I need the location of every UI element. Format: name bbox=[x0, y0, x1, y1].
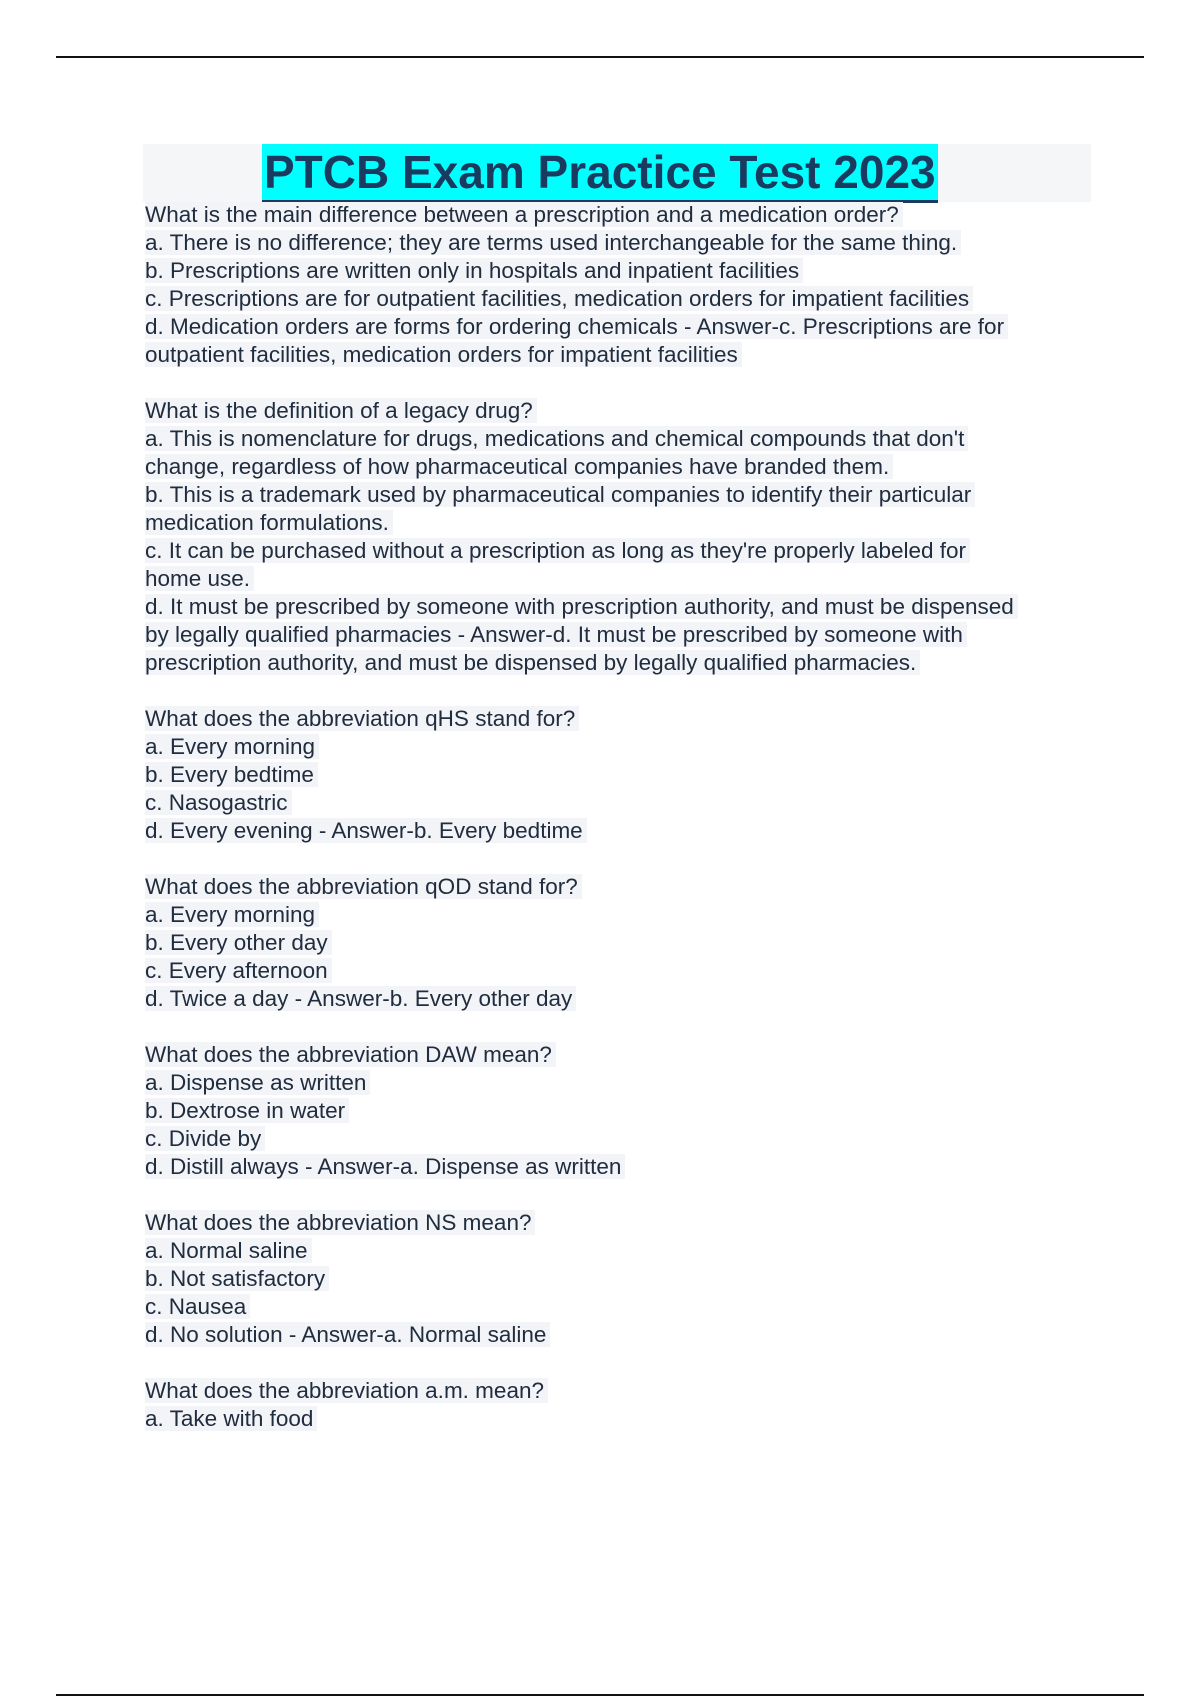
answer-option-text: d. No solution - Answer-a. Normal saline bbox=[145, 1322, 550, 1347]
answer-option-line bbox=[145, 1153, 1085, 1181]
answer-option-line bbox=[145, 257, 1085, 285]
answer-option-line bbox=[145, 957, 1085, 985]
answer-option-text: a. There is no difference; they are terms used interchangeable for the same thing. bbox=[145, 230, 961, 255]
question-text bbox=[145, 201, 1085, 229]
answer-option-line bbox=[145, 481, 1085, 509]
answer-option-text: c. Nasogastric bbox=[145, 790, 292, 815]
question-block bbox=[145, 873, 1085, 1013]
answer-option-line bbox=[145, 341, 1085, 369]
answer-option-line bbox=[145, 229, 1085, 257]
question-text bbox=[145, 1209, 1085, 1237]
answer-option-line bbox=[145, 1125, 1085, 1153]
answer-option-line bbox=[145, 509, 1085, 537]
answer-option-line bbox=[145, 733, 1085, 761]
answer-option-line bbox=[145, 1293, 1085, 1321]
question-text bbox=[145, 705, 1085, 733]
answer-option-text: medication formulations. bbox=[145, 510, 393, 535]
question-block bbox=[145, 397, 1085, 677]
answer-option-text: d. Medication orders are forms for ordering chemicals - Answer-c. Prescriptions are for bbox=[145, 314, 1008, 339]
answer-option-text: d. It must be prescribed by someone with prescription authority, and must be dispensed bbox=[145, 594, 1018, 619]
answer-option-line bbox=[145, 1237, 1085, 1265]
answer-option-line bbox=[145, 285, 1085, 313]
answer-option-text: b. Not satisfactory bbox=[145, 1266, 329, 1291]
answer-option-text: d. Twice a day - Answer-b. Every other day bbox=[145, 986, 576, 1011]
question-text bbox=[145, 1377, 1085, 1405]
answer-option-text: c. Every afternoon bbox=[145, 958, 332, 983]
answer-option-text: d. Every evening - Answer-b. Every bedtime bbox=[145, 818, 587, 843]
question-text-content: What is the main difference between a prescription and a medication order? bbox=[145, 202, 903, 227]
top-rule bbox=[56, 56, 1144, 58]
answer-option-line bbox=[145, 649, 1085, 677]
question-block bbox=[145, 705, 1085, 845]
page-title: PTCB Exam Practice Test 2023 bbox=[262, 144, 938, 203]
answer-option-text: c. It can be purchased without a prescription as long as they're properly labeled for bbox=[145, 538, 970, 563]
answer-option-text: change, regardless of how pharmaceutical companies have branded them. bbox=[145, 454, 893, 479]
question-text-content: What does the abbreviation a.m. mean? bbox=[145, 1378, 548, 1403]
answer-option-line bbox=[145, 537, 1085, 565]
answer-option-text: b. Dextrose in water bbox=[145, 1098, 349, 1123]
question-text-content: What is the definition of a legacy drug? bbox=[145, 398, 537, 423]
answer-option-text: b. Every other day bbox=[145, 930, 332, 955]
question-text bbox=[145, 397, 1085, 425]
question-block bbox=[145, 201, 1085, 369]
answer-option-text: a. Dispense as written bbox=[145, 1070, 370, 1095]
question-text-content: What does the abbreviation qOD stand for? bbox=[145, 874, 582, 899]
answer-option-line bbox=[145, 1097, 1085, 1125]
answer-option-line bbox=[145, 817, 1085, 845]
answer-option-line bbox=[145, 929, 1085, 957]
question-text bbox=[145, 1041, 1085, 1069]
bottom-rule bbox=[56, 1694, 1144, 1696]
answer-option-text: d. Distill always - Answer-a. Dispense as written bbox=[145, 1154, 625, 1179]
answer-option-text: a. Every morning bbox=[145, 902, 319, 927]
answer-option-line bbox=[145, 985, 1085, 1013]
answer-option-line bbox=[145, 1405, 1085, 1433]
question-list bbox=[145, 201, 1085, 1461]
answer-option-line bbox=[145, 1069, 1085, 1097]
answer-option-line bbox=[145, 565, 1085, 593]
answer-option-text: a. Every morning bbox=[145, 734, 319, 759]
answer-option-text: a. This is nomenclature for drugs, medications and chemical compounds that don't bbox=[145, 426, 968, 451]
question-block bbox=[145, 1041, 1085, 1181]
answer-option-line bbox=[145, 313, 1085, 341]
answer-option-text: b. Every bedtime bbox=[145, 762, 318, 787]
answer-option-text: c. Nausea bbox=[145, 1294, 250, 1319]
question-text-content: What does the abbreviation NS mean? bbox=[145, 1210, 535, 1235]
answer-option-line bbox=[145, 901, 1085, 929]
answer-option-text: c. Prescriptions are for outpatient facilities, medication orders for impatient facilities bbox=[145, 286, 973, 311]
answer-option-line bbox=[145, 761, 1085, 789]
answer-option-text: b. Prescriptions are written only in hospitals and inpatient facilities bbox=[145, 258, 803, 283]
answer-option-text: b. This is a trademark used by pharmaceutical companies to identify their particular bbox=[145, 482, 975, 507]
answer-option-text: c. Divide by bbox=[145, 1126, 265, 1151]
answer-option-text: home use. bbox=[145, 566, 254, 591]
answer-option-line bbox=[145, 593, 1085, 621]
question-text-content: What does the abbreviation DAW mean? bbox=[145, 1042, 556, 1067]
question-block bbox=[145, 1209, 1085, 1349]
answer-option-line bbox=[145, 789, 1085, 817]
answer-option-line bbox=[145, 1321, 1085, 1349]
answer-option-line bbox=[145, 621, 1085, 649]
question-text-content: What does the abbreviation qHS stand for? bbox=[145, 706, 579, 731]
question-text bbox=[145, 873, 1085, 901]
answer-option-text: prescription authority, and must be dispensed by legally qualified pharmacies. bbox=[145, 650, 920, 675]
answer-option-line bbox=[145, 453, 1085, 481]
answer-option-text: a. Take with food bbox=[145, 1406, 317, 1431]
answer-option-text: by legally qualified pharmacies - Answer-d. It must be prescribed by someone with bbox=[145, 622, 967, 647]
answer-option-line bbox=[145, 1265, 1085, 1293]
answer-option-text: outpatient facilities, medication orders for impatient facilities bbox=[145, 342, 742, 367]
answer-option-line bbox=[145, 425, 1085, 453]
question-block bbox=[145, 1377, 1085, 1433]
answer-option-text: a. Normal saline bbox=[145, 1238, 312, 1263]
